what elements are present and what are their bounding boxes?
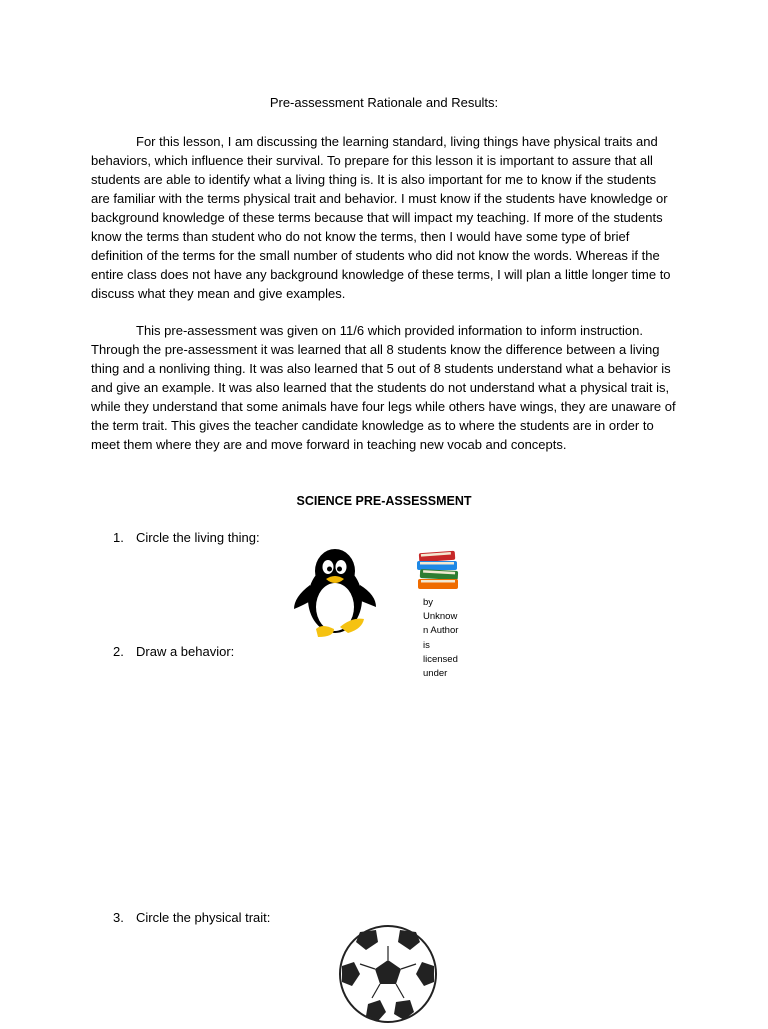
question-text: Circle the living thing: [136,530,260,545]
rationale-paragraph: For this lesson, I am discussing the learning standard, living things have physical traits and behaviors, which influence their survival. To prepare for this lesson it is important to assure that all students are able to identify what a living thing is. It is also important for me to know if the students are familiar with the terms physical trait and behavior. I must know if the students have knowledge or background knowledge of these terms because that will impact my teaching. If more of the students know the terms than student who do not know the terms, then I would have some type of brief definition of the terms for the small number of students who did not know the words. Whereas if the entire class does not have any background knowledge of these terms, I will plan a little longer time to discuss what they mean and give examples. [91,134,671,301]
document-title: Pre-assessment Rationale and Results: [269,95,499,110]
question-number: 2. [113,644,124,659]
results-paragraph: This pre-assessment was given on 11/6 which provided information to inform instruction. Through the pre-assessment it was learned that all 8 students know the difference between a living thing and a nonliving thing. It was also learned that 5 out of 8 students understand what a behavior is and give an example. It was also learned that the students do not understand what a physical trait is, while they understand that some animals have four legs while others have wings, they are unaware of the term trait. This gives the teacher candidate knowledge as to where the students are in order to meet them where they are and move forward in teaching new vocab and concepts. [91,323,676,452]
question-number: 1. [113,530,124,545]
question-1 [113,529,260,547]
question-text: Draw a behavior: [136,644,235,659]
soccer-ball-icon [338,924,438,1029]
question-text: Circle the physical trait: [136,910,271,925]
question-3 [113,909,270,927]
book-stack-icon [416,550,462,597]
penguin-icon [290,545,380,644]
question-number: 3. [113,910,124,925]
assessment-heading: SCIENCE PRE-ASSESSMENT [296,494,472,508]
question-2 [113,643,234,661]
image-credit: by Unknown Author is licensed under [423,597,459,680]
